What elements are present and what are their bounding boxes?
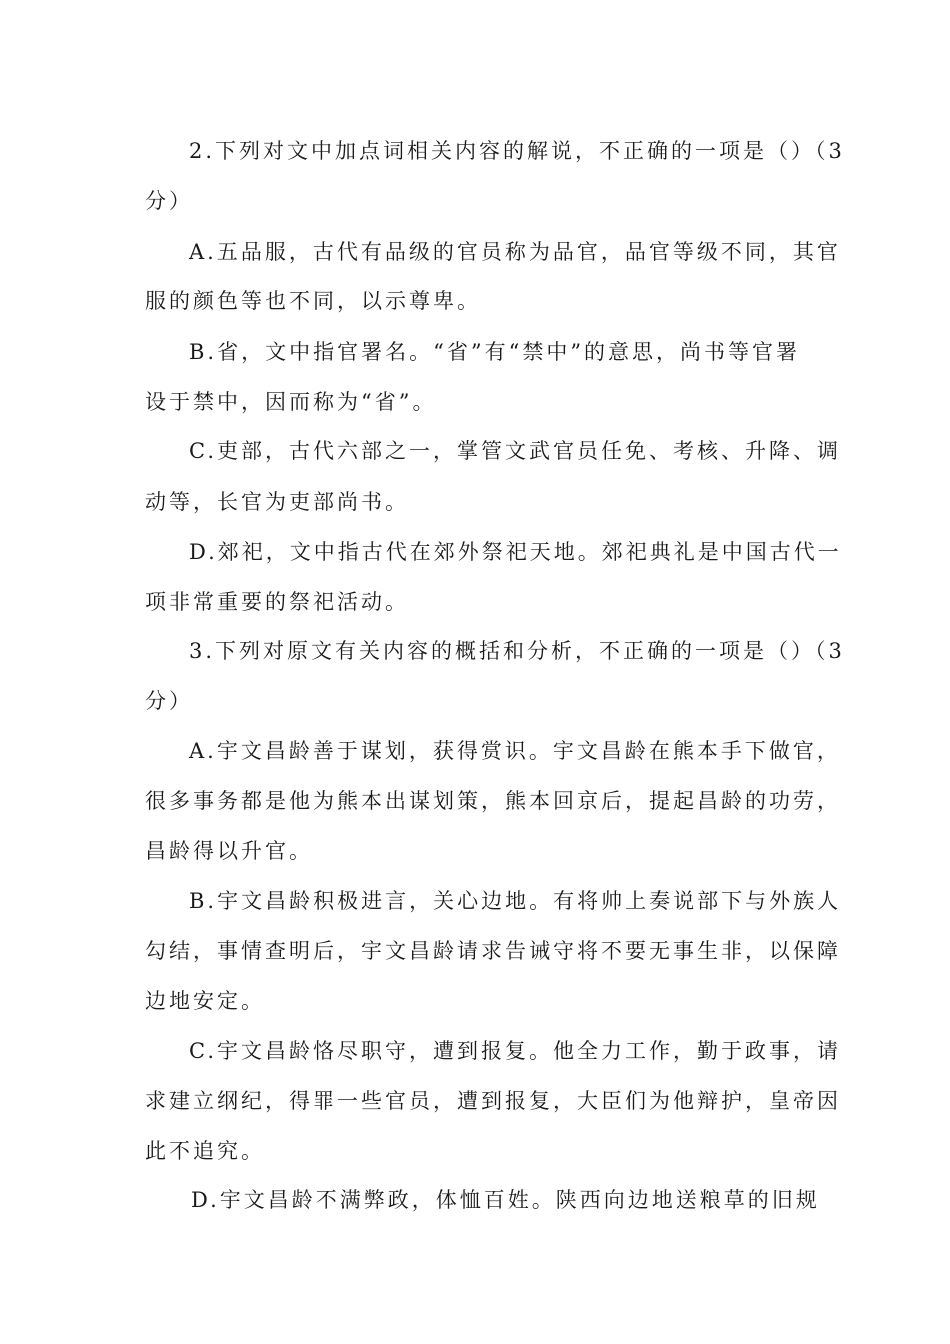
q2-option-a-line-2: 服的颜色等也不同，以示尊卑。 — [145, 289, 481, 313]
q2-option-a-line-1: A.五品服，古代有品级的官员称为品官，品官等级不同，其官 — [189, 240, 841, 264]
q2-option-b-line-1: B.省，文中指官署名。“省”有“禁中”的意思，尚书等官署 — [189, 340, 801, 364]
q3-option-b-line-1: B.宇文昌龄积极进言，关心边地。有将帅上奏说部下与外族人 — [189, 889, 842, 913]
q2-option-b-line-2: 设于禁中，因而称为“省”。 — [145, 390, 437, 414]
q3-option-c-line-2: 求建立纲纪，得罪一些官员，遭到报复，大臣们为他辩护，皇帝因 — [145, 1089, 841, 1113]
q2-option-c-line-2: 动等，长官为吏部尚书。 — [145, 490, 409, 514]
q2-option-c-line-1: C.吏部，古代六部之一，掌管文武官员任免、考核、升降、调 — [189, 439, 841, 463]
q3-stem-line-2: 分） — [145, 689, 193, 713]
q3-option-b-line-2: 勾结，事情查明后，宇文昌龄请求告诫守将不要无事生非，以保障 — [145, 939, 841, 963]
q3-option-a-line-1: A.宇文昌龄善于谋划，获得赏识。宇文昌龄在熊本手下做官， — [189, 739, 841, 763]
q2-option-d-line-2: 项非常重要的祭祀活动。 — [145, 590, 409, 614]
q3-option-b-line-3: 边地安定。 — [145, 989, 265, 1013]
q3-stem-line-1: 3.下列对原文有关内容的概括和分析，不正确的一项是（）（3 — [189, 639, 845, 663]
q2-option-d-line-1: D.郊祀，文中指古代在郊外祭祀天地。郊祀典礼是中国古代一 — [189, 540, 842, 564]
q2-stem-line-1: 2.下列对文中加点词相关内容的解说，不正确的一项是（）（3 — [189, 139, 845, 163]
q3-option-a-line-3: 昌龄得以升官。 — [145, 839, 313, 863]
q3-option-d-line-1: D.宇文昌龄不满弊政，体恤百姓。陕西向边地送粮草的旧规 — [191, 1188, 820, 1212]
q3-option-c-line-1: C.宇文昌龄恪尽职守，遭到报复。他全力工作，勤于政事，请 — [189, 1039, 841, 1063]
q3-option-c-line-3: 此不追究。 — [145, 1139, 265, 1163]
q3-option-a-line-2: 很多事务都是他为熊本出谋划策，熊本回京后，提起昌龄的功劳， — [145, 789, 841, 813]
q2-stem-line-2: 分） — [145, 189, 193, 213]
